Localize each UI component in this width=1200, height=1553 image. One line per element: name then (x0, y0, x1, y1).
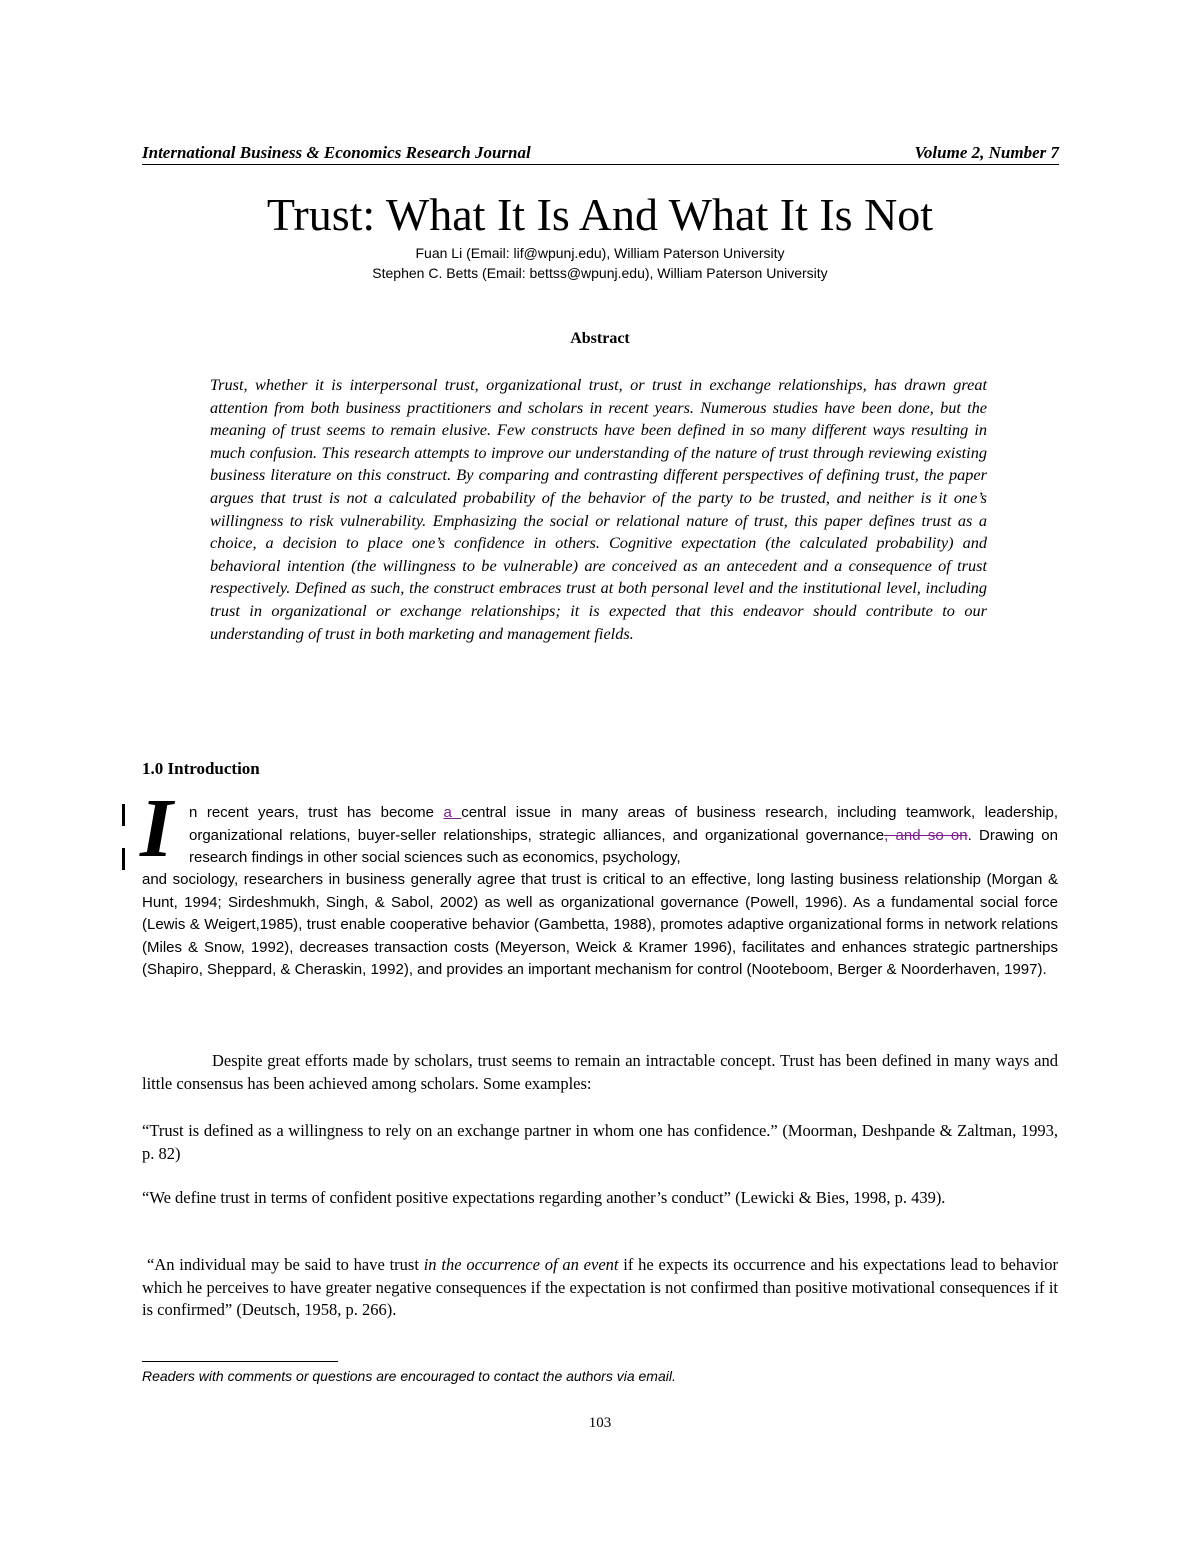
intro-text: central issue in many areas of business research, including teamwork, leadership, organizational relations, buyer-seller relationships, strategic alliances, and organizational governance (189, 804, 1058, 844)
revision-change-bar (122, 848, 125, 870)
author-line-1: Fuan Li (Email: lif@wpunj.edu), William Paterson University (415, 245, 785, 261)
journal-name: International Business & Economics Research Journal (142, 143, 531, 162)
quote-text: “An individual may be said to have trust (147, 1255, 424, 1274)
footnote-separator (142, 1361, 338, 1362)
intro-text: n recent years, trust has become (189, 804, 444, 821)
quote-text: if he expects its occurrence and his expectations lead to behavior which he perceives to have greater negative consequences if the expectation is not confirmed than positive motivational consequences if it is confirmed” (Deutsch, 1958, p. 266). (142, 1255, 1058, 1319)
footnote: Readers with comments or questions are encouraged to contact the authors via email. (142, 1368, 676, 1384)
intro-paragraph-1-lead (189, 802, 1058, 870)
quote-emphasis: in the occurrence of an event (423, 1255, 619, 1274)
definition-quote-1: “Trust is defined as a willingness to rely on an exchange partner in whom one has confidence.” (Moorman, Deshpande & Zaltman, 1993, p. 82) (142, 1121, 1058, 1163)
paper-title: Trust: What It Is And What It Is Not (266, 189, 934, 240)
intro-text: . Drawing on research findings in other social sciences such as economics, psychology, (189, 826, 1058, 866)
page-number: 103 (588, 1415, 612, 1431)
definition-quote-2: “We define trust in terms of confident positive expectations regarding another’s conduct” (Lewicki & Bies, 1998, p. 439). (142, 1188, 946, 1207)
definition-quote-3 (142, 1254, 1058, 1322)
tracked-deletion: , and so on (884, 826, 968, 844)
abstract-text: Trust, whether it is interpersonal trust, organizational trust, or trust in exchange relationships, has drawn great attention from both business practitioners and scholars in recent years. Numerous studies have been done, but the meaning of trust seems to remain elusive. Few constructs have been defined in so many different ways resulting in much confusion. This research attempts to improve our understanding of the nature of trust through reviewing existing business literature on this construct. By comparing and contrasting different perspectives of defining trust, the paper argues that trust is not a calculated probability of the behavior of the party to be trusted, and neither is it one’s willingness to risk vulnerability. Emphasizing the social or relational nature of trust, this paper defines trust as a choice, a decision to place one’s confidence in others. Cognitive expectation (the calculated probability) and behavioral intention (the willingness to be vulnerable) are conceived as an antecedent and a consequence of trust respectively. Defined as such, the construct embraces trust at both personal level and the institutional level, including trust in organizational or exchange relationships; it is expected that this endeavor should contribute to our understanding of trust in both marketing and management fields. (210, 375, 987, 643)
author-line-2: Stephen C. Betts (Email: bettss@wpunj.edu), William Paterson University (372, 265, 828, 281)
volume-number: Volume 2, Number 7 (914, 143, 1059, 162)
running-header (142, 143, 1059, 165)
abstract-heading: Abstract (570, 330, 630, 347)
drop-cap: I (140, 782, 173, 875)
revision-change-bar (122, 804, 125, 826)
section-heading-introduction: 1.0 Introduction (142, 759, 260, 778)
intro-paragraph-1-continuation: and sociology, researchers in business generally agree that trust is critical to an effective, long lasting business relationship (Morgan & Hunt, 1994; Sirdeshmukh, Singh, & Sabol, 2002) as well as organizational governance (Powell, 1996). As a fundamental social force (Lewis & Weigert,1985), trust enable cooperative behavior (Gambetta, 1988), promotes adaptive organizational forms in network relations (Miles & Snow, 1992), decreases transaction costs (Meyerson, Weick & Kramer 1996), facilitates and enhances strategic partnerships (Shapiro, Sheppard, & Cheraskin, 1992), and provides an important mechanism for control (Nooteboom, Berger & Noorderhaven, 1997). (142, 871, 1058, 978)
intro-paragraph-2: Despite great efforts made by scholars, trust seems to remain an intractable concept. Trust has been defined in many ways and little consensus has been achieved among scholars. Some examples: (142, 1051, 1058, 1093)
tracked-insertion: a (443, 804, 462, 821)
